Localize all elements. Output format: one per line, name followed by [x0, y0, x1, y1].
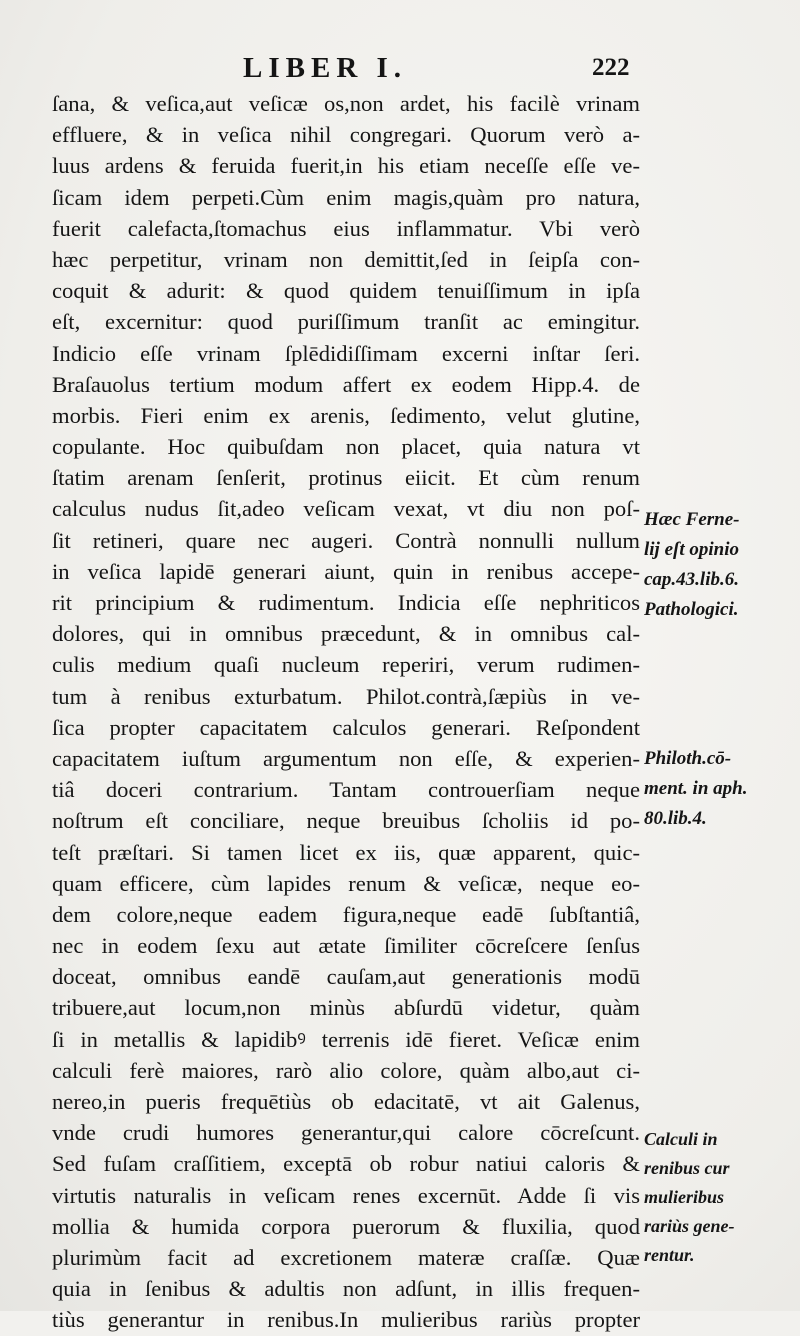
- margin-note-line: Philoth.cō-: [644, 748, 732, 769]
- text-line: ſica propter capacitatem calculos generari. Reſpondent: [52, 714, 640, 740]
- text-line: tum à renibus exturbatum. Philot.contrà,ſæpiùs in ve-: [52, 683, 640, 709]
- body-text: [52, 88, 640, 1336]
- running-title: LIBER I.: [243, 52, 408, 84]
- text-line: Braſauolus tertium modum affert ex eodem Hipp.4. de: [52, 371, 640, 397]
- text-line: nec in eodem ſexu aut ætate ſimiliter cōcreſcere ſenſus: [52, 933, 640, 959]
- text-line: plurimùm facit ad excretionem materæ craſſæ. Quæ: [52, 1244, 640, 1270]
- text-line: dem colore,neque eadem figura,neque eadē ſubſtantiâ,: [52, 901, 640, 927]
- text-line: Indicio eſſe vrinam ſplēdidiſſimam excerni inſtar ſeri.: [52, 340, 640, 366]
- margin-note-fernel: [644, 505, 740, 625]
- page-number: 222: [592, 54, 630, 81]
- text-line: morbis. Fieri enim ex arenis, ſedimento, velut glutine,: [52, 402, 640, 428]
- text-line: effluere, & in veſica nihil congregari. Quorum verò a-: [52, 122, 640, 148]
- text-line: luus ardens & feruida fuerit,in his etiam neceſſe eſſe ve-: [52, 153, 640, 179]
- text-line: ſicam idem perpeti.Cùm enim magis,quàm pro natura,: [52, 184, 640, 210]
- text-line: hæc perpetitur, vrinam non demittit,ſed in ſeipſa con-: [52, 246, 640, 272]
- text-line: noſtrum eſt conciliare, neque breuibus ſcholiis id po-: [52, 808, 640, 834]
- margin-note-line: 80.lib.4.: [644, 808, 707, 829]
- text-line: ſi in metallis & lapidibꝰ terrenis idē fieret. Veſicæ enim: [52, 1026, 640, 1052]
- margin-note-line: renibus cur: [644, 1158, 730, 1178]
- margin-note-line: cap.43.lib.6.: [644, 569, 739, 590]
- text-line: ſit retineri, quare nec augeri. Contrà nonnulli nullum: [52, 527, 640, 553]
- text-line: coquit & adurit: & quod quidem tenuiſſimum in ipſa: [52, 278, 640, 304]
- margin-note-line: lij eſt opinio: [644, 539, 739, 560]
- margin-note-line: Hæc Ferne-: [644, 509, 740, 530]
- text-line: nereo,in pueris frequētiùs ob edacitatē, vt ait Galenus,: [52, 1089, 640, 1114]
- page-header: [0, 44, 800, 84]
- text-line: Sed fuſam craſſitiem, exceptā ob robur natiui caloris &: [52, 1151, 640, 1177]
- margin-note-line: rentur.: [644, 1245, 695, 1265]
- text-line: culis medium quaſi nucleum reperiri, verum rudimen-: [52, 652, 640, 678]
- margin-note-line: ment. in aph.: [644, 778, 748, 799]
- text-line: calculus nudus ſit,adeo veſicam vexat, vt diu non poſ-: [52, 496, 640, 522]
- text-line: tribuere,aut locum,non minùs abſurdū videtur, quàm: [52, 995, 640, 1021]
- text-line: mollia & humida corpora puerorum & fluxilia, quod: [52, 1213, 640, 1239]
- margin-note-line: Pathologici.: [644, 599, 739, 620]
- text-line: teſt præſtari. Si tamen licet ex iis, quæ apparent, quic-: [52, 839, 640, 865]
- margin-note-line: mulieribus: [644, 1187, 725, 1207]
- text-line: ſana, & veſica,aut veſicæ os,non ardet, his facilè vrinam: [52, 91, 640, 116]
- text-line: quam efficere, cùm lapides renum & veſicæ, neque eo-: [52, 870, 640, 896]
- text-line: capacitatem iuſtum argumentum non eſſe, & experien-: [52, 745, 640, 771]
- text-line: vnde crudi humores generantur,qui calore cōcreſcunt.: [52, 1120, 640, 1146]
- text-line: in veſica lapidē generari aiunt, quin in renibus accepe-: [52, 558, 640, 584]
- text-line: rit principium & rudimentum. Indicia eſſe nephriticos: [52, 590, 640, 615]
- text-line: ſtatim arenam ſenſerit, protinus eiicit. Et cùm renum: [52, 465, 640, 491]
- margin-note-line: rariùs gene-: [644, 1216, 735, 1236]
- text-line: dolores, qui in omnibus præcedunt, & in omnibus cal-: [52, 621, 640, 647]
- text-line: calculi ferè maiores, rarò alio colore, quàm albo,aut ci-: [52, 1057, 640, 1083]
- text-line: copulante. Hoc quibuſdam non placet, quia natura vt: [52, 434, 640, 460]
- text-line: fuerit calefacta,ſtomachus eius inflammatur. Vbi verò: [52, 215, 640, 241]
- margin-note-philotheus: [644, 744, 747, 834]
- margin-note-calculi: [644, 1125, 735, 1270]
- text-line: virtutis naturalis in veſicam renes excernūt. Adde ſi vis: [52, 1182, 640, 1208]
- text-line: tiâ doceri contrarium. Tantam controuerſiam neque: [52, 777, 640, 803]
- text-line: doceat, omnibus eandē cauſam,aut generationis modū: [52, 964, 640, 990]
- text-line: eſt, excernitur: quod puriſſimum tranſit ac emingitur.: [52, 309, 640, 335]
- text-line: quia in ſenibus & adultis non adſunt, in illis frequen-: [52, 1276, 640, 1302]
- margin-note-line: Calculi in: [644, 1129, 718, 1149]
- text-line: tiùs generantur in renibus.In mulieribus rariùs propter: [52, 1307, 640, 1333]
